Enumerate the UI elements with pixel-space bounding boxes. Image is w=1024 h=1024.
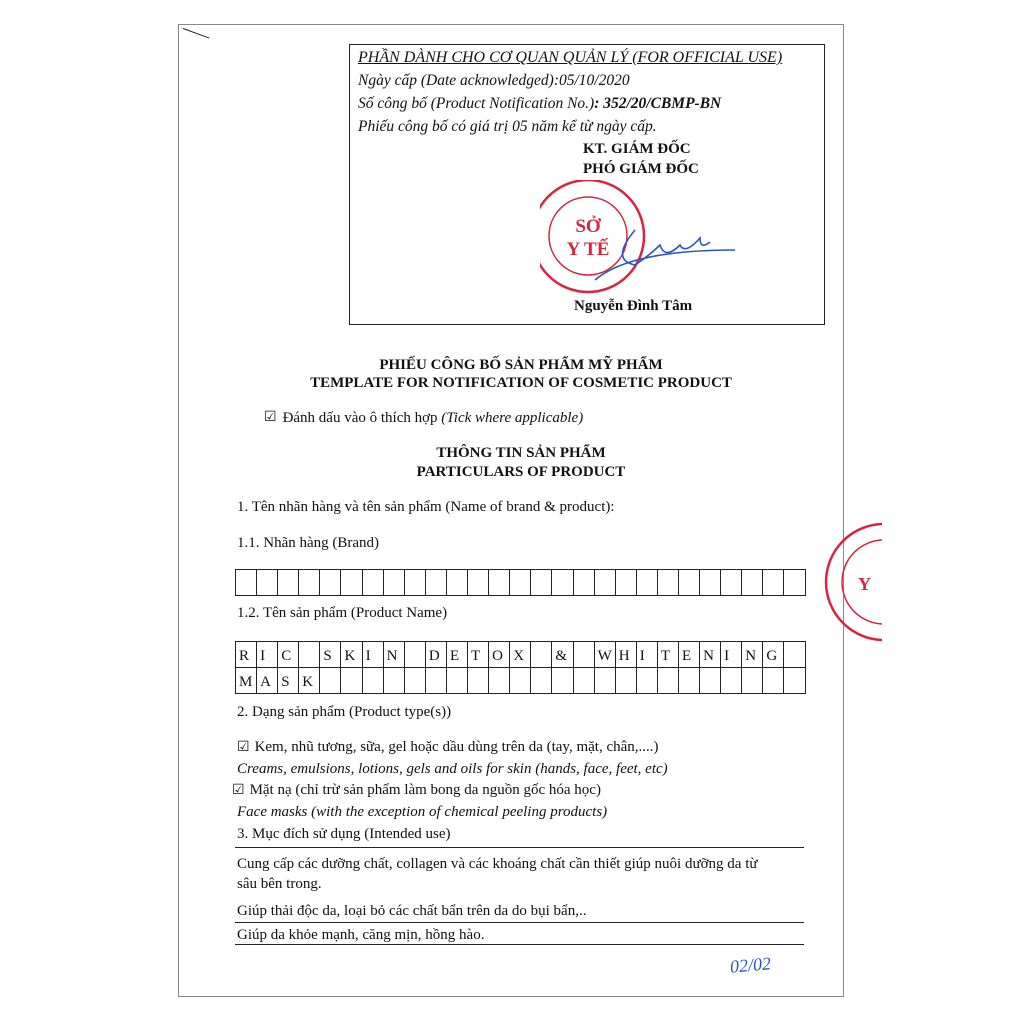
letter-cell[interactable]: I [363, 642, 384, 668]
type-2-en: Face masks (with the exception of chemical peeling products) [237, 804, 608, 820]
letter-cell[interactable]: W [595, 642, 616, 668]
letter-cell[interactable]: K [341, 642, 362, 668]
checkbox-icon: ☑ [264, 410, 277, 425]
letter-cell[interactable]: T [658, 642, 679, 668]
notification-number: : 352/20/CBMP-BN [594, 95, 722, 112]
letter-cell[interactable]: N [384, 642, 405, 668]
letter-cell[interactable]: X [510, 642, 531, 668]
letter-cell[interactable] [531, 668, 552, 694]
letter-cell[interactable] [637, 570, 658, 596]
partial-stamp-edge [822, 520, 882, 645]
sign-title-1: KT. GIÁM ĐỐC [583, 141, 691, 157]
letter-cell[interactable] [658, 570, 679, 596]
letter-cell[interactable] [384, 570, 405, 596]
letter-cell[interactable] [531, 642, 552, 668]
letter-cell[interactable] [595, 570, 616, 596]
letter-cell[interactable]: S [278, 668, 299, 694]
letter-cell[interactable]: S [320, 642, 341, 668]
letter-cell[interactable] [341, 668, 362, 694]
sign-title-2: PHÓ GIÁM ĐỐC [583, 161, 699, 177]
letter-cell[interactable]: I [257, 642, 278, 668]
notification-label: Số công bố (Product Notification No.) [358, 95, 595, 112]
official-heading: PHẦN DÀNH CHO CƠ QUAN QUẢN LÝ (FOR OFFICIAL USE) [358, 49, 783, 66]
section-title-vn: THÔNG TIN SẢN PHẨM [436, 445, 606, 461]
section-title-en: PARTICULARS OF PRODUCT [416, 464, 626, 480]
letter-cell[interactable] [721, 570, 742, 596]
letter-cell[interactable] [552, 668, 573, 694]
letter-cell[interactable]: T [468, 642, 489, 668]
letter-cell[interactable]: C [278, 642, 299, 668]
letter-cell[interactable] [616, 668, 637, 694]
letter-cell[interactable] [763, 668, 784, 694]
letter-cell[interactable] [510, 570, 531, 596]
letter-cell[interactable]: I [721, 642, 742, 668]
letter-cell[interactable] [489, 668, 510, 694]
letter-cell[interactable] [721, 668, 742, 694]
type-1-en: Creams, emulsions, lotions, gels and oils for skin (hands, face, feet, etc) [237, 761, 668, 777]
letter-cell[interactable] [405, 570, 426, 596]
letter-cell[interactable] [489, 570, 510, 596]
checkbox-checked-icon[interactable]: ☑ [237, 740, 250, 755]
letter-cell[interactable] [784, 642, 805, 668]
letter-cell[interactable]: D [426, 642, 447, 668]
tick-note-en: (Tick where applicable) [441, 410, 584, 426]
letter-cell[interactable] [236, 570, 257, 596]
question-1-1: 1.1. Nhãn hàng (Brand) [237, 535, 380, 551]
handwritten-page-note: 02/02 [729, 953, 772, 977]
letter-cell[interactable] [468, 668, 489, 694]
letter-cell[interactable] [574, 642, 595, 668]
letter-cell[interactable] [510, 668, 531, 694]
type-2-vn: Mặt nạ (chỉ trừ sản phẩm làm bong da nguồn gốc hóa học) [249, 782, 601, 798]
letter-cell[interactable]: R [236, 642, 257, 668]
letter-cell[interactable] [257, 570, 278, 596]
divider [235, 922, 804, 923]
stamp-text-so: SỞ [575, 216, 601, 237]
question-1: 1. Tên nhãn hàng và tên sản phẩm (Name of brand & product): [237, 499, 615, 515]
brand-grid [235, 569, 806, 596]
letter-cell[interactable] [742, 570, 763, 596]
official-stamp-with-signature [540, 180, 740, 300]
form-title-vn: PHIẾU CÔNG BỐ SẢN PHẨM MỸ PHẨM [379, 357, 663, 373]
letter-cell[interactable]: M [236, 668, 257, 694]
notification-number-line [358, 95, 721, 113]
letter-cell[interactable] [405, 642, 426, 668]
letter-cell[interactable] [595, 668, 616, 694]
letter-cell[interactable] [278, 570, 299, 596]
letter-cell[interactable] [320, 570, 341, 596]
checkbox-checked-icon[interactable]: ☑ [232, 783, 245, 798]
letter-cell[interactable] [637, 668, 658, 694]
letter-cell[interactable] [426, 668, 447, 694]
question-1-2: 1.2. Tên sản phẩm (Product Name) [237, 605, 448, 621]
letter-cell[interactable] [574, 668, 595, 694]
letter-cell[interactable] [363, 570, 384, 596]
letter-cell[interactable] [299, 570, 320, 596]
letter-cell[interactable] [742, 668, 763, 694]
use-line-1: Cung cấp các dưỡng chất, collagen và các khoáng chất cần thiết giúp nuôi dưỡng da từ [237, 856, 758, 872]
letter-cell[interactable] [363, 668, 384, 694]
letter-cell[interactable] [700, 668, 721, 694]
letter-cell[interactable]: & [552, 642, 573, 668]
letter-cell[interactable] [531, 570, 552, 596]
use-line-4: Giúp da khỏe mạnh, căng mịn, hồng hào. [237, 927, 485, 943]
letter-cell[interactable]: E [447, 642, 468, 668]
use-line-3: Giúp thải độc da, loại bỏ các chất bẩn trên da do bụi bẩn,.. [237, 903, 587, 919]
divider [235, 847, 804, 848]
letter-cell[interactable] [405, 668, 426, 694]
letter-cell[interactable] [384, 668, 405, 694]
type-1-vn: Kem, nhũ tương, sữa, gel hoặc dầu dùng trên da (tay, mặt, chân,....) [254, 739, 659, 755]
letter-cell[interactable]: K [299, 668, 320, 694]
letter-cell[interactable]: I [637, 642, 658, 668]
date-acknowledged: Ngày cấp (Date acknowledged):05/10/2020 [358, 72, 630, 89]
letter-cell[interactable] [784, 668, 805, 694]
letter-cell[interactable] [447, 570, 468, 596]
letter-cell[interactable]: A [257, 668, 278, 694]
letter-cell[interactable]: N [700, 642, 721, 668]
letter-cell[interactable]: N [742, 642, 763, 668]
letter-cell[interactable] [468, 570, 489, 596]
letter-cell[interactable] [763, 570, 784, 596]
product-name-grid [235, 641, 806, 694]
validity-note: Phiếu công bố có giá trị 05 năm kể từ ngày cấp. [358, 118, 657, 135]
letter-cell[interactable] [784, 570, 805, 596]
letter-cell[interactable] [679, 570, 700, 596]
letter-cell[interactable]: G [763, 642, 784, 668]
letter-cell[interactable]: E [679, 642, 700, 668]
stamp-text-yte: Y TẾ [566, 239, 610, 260]
letter-cell[interactable] [341, 570, 362, 596]
letter-cell[interactable]: H [616, 642, 637, 668]
question-3: 3. Mục đích sử dụng (Intended use) [237, 826, 451, 842]
question-2: 2. Dạng sản phẩm (Product type(s)) [237, 704, 452, 720]
letter-cell[interactable] [616, 570, 637, 596]
letter-cell[interactable] [447, 668, 468, 694]
letter-cell[interactable] [426, 570, 447, 596]
letter-cell[interactable] [658, 668, 679, 694]
letter-cell[interactable] [552, 570, 573, 596]
svg-text:Y: Y [858, 574, 871, 594]
signer-name: Nguyễn Đình Tâm [574, 298, 693, 314]
product-type-option-2[interactable] [232, 782, 601, 799]
use-line-2: sâu bên trong. [237, 876, 322, 892]
letter-cell[interactable]: O [489, 642, 510, 668]
letter-cell[interactable] [700, 570, 721, 596]
product-type-option-1[interactable] [237, 739, 659, 756]
divider [235, 944, 804, 945]
letter-cell[interactable] [299, 642, 320, 668]
letter-cell[interactable] [679, 668, 700, 694]
tick-instruction [264, 410, 583, 427]
letter-cell[interactable] [320, 668, 341, 694]
form-title-en: TEMPLATE FOR NOTIFICATION OF COSMETIC PRODUCT [310, 375, 732, 391]
tick-note-vn: Đánh dấu vào ô thích hợp [282, 410, 438, 426]
letter-cell[interactable] [574, 570, 595, 596]
